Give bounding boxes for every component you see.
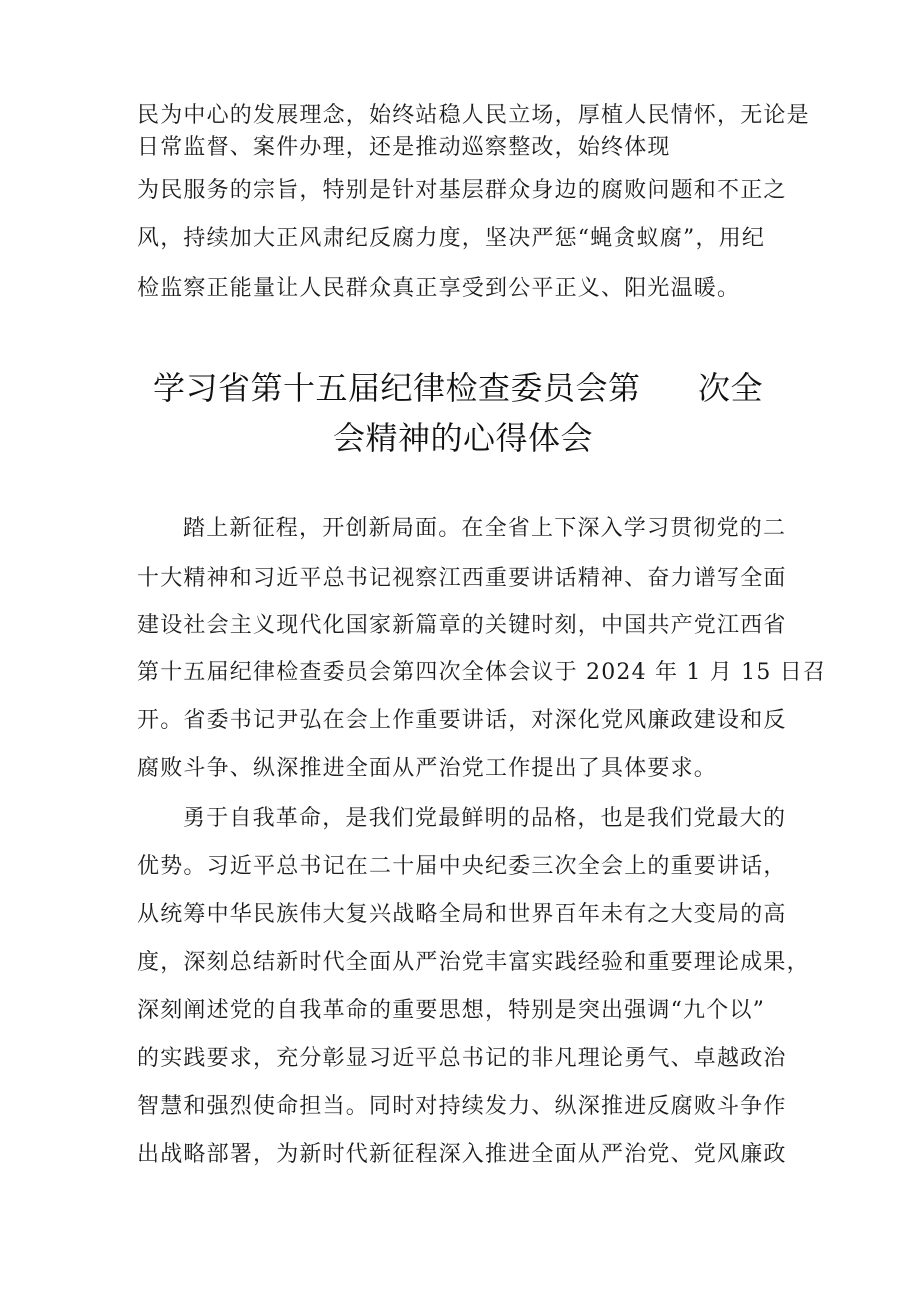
paragraph-2-line-5: 深刻阐述党的自我革命的重要思想，特别是突出强调“九个以” [137,998,766,1023]
paragraph-1-line-2: 十大精神和习近平总书记视察江西重要讲话精神、奋力谱写全面 [137,566,787,591]
prev-text-line-3: 为民服务的宗旨，特别是针对基层群众身边的腐败问题和不正之 [137,178,787,203]
article-title-line-1-part-1: 学习省第十五届纪律检查委员会第 [153,369,641,407]
paragraph-2-line-1: 勇于自我革命，是我们党最鲜明的品格，也是我们党最大的 [183,806,787,831]
paragraph-1-line-3: 建设社会主义现代化国家新篇章的关键时刻，中国共产党江西省 [137,613,787,638]
prev-text-line-5: 检监察正能量让人民群众真正享受到公平正义、阳光温暖。 [137,276,741,301]
article-title-line-1-part-2: 次全 [698,369,764,407]
paragraph-2-line-3: 从统筹中华民族伟大复兴战略全局和世界百年未有之大变局的高 [137,902,787,927]
article-title-line-2: 会精神的心得体会 [333,419,594,457]
paragraph-2-line-4: 度，深刻总结新时代全面从严治党丰富实践经验和重要理论成果， [137,950,810,975]
paragraph-2-line-6: 的实践要求，充分彰显习近平总书记的非凡理论勇气、卓越政治 [137,1046,787,1071]
prev-text-line-1: 民为中心的发展理念，始终站稳人民立场，厚植人民情怀，无论是 [137,103,810,128]
paragraph-2-line-7: 智慧和强烈使命担当。同时对持续发力、纵深推进反腐败斗争作 [137,1094,787,1119]
paragraph-1-line-1: 踏上新征程，开创新局面。在全省上下深入学习贯彻党的二 [183,516,787,541]
paragraph-1-line-5: 开。省委书记尹弘在会上作重要讲话，对深化党风廉政建设和反 [137,708,787,733]
paragraph-2-line-2: 优势。习近平总书记在二十届中央纪委三次全会上的重要讲话， [137,854,787,879]
paragraph-2-line-8: 出战略部署，为新时代新征程深入推进全面从严治党、党风廉政 [137,1142,787,1167]
prev-text-line-2: 日常监督、案件办理，还是推动巡察整改，始终体现 [137,135,671,160]
prev-text-line-4: 风，持续加大正风肃纪反腐力度，坚决严惩“蝇贪蚁腐”，用纪 [137,226,766,251]
paragraph-1-line-6: 腐败斗争、纵深推进全面从严治党工作提出了具体要求。 [137,756,718,781]
paragraph-1-line-4: 第十五届纪律检查委员会第四次全体会议于 2024 年 1 月 15 日召 [137,660,827,685]
